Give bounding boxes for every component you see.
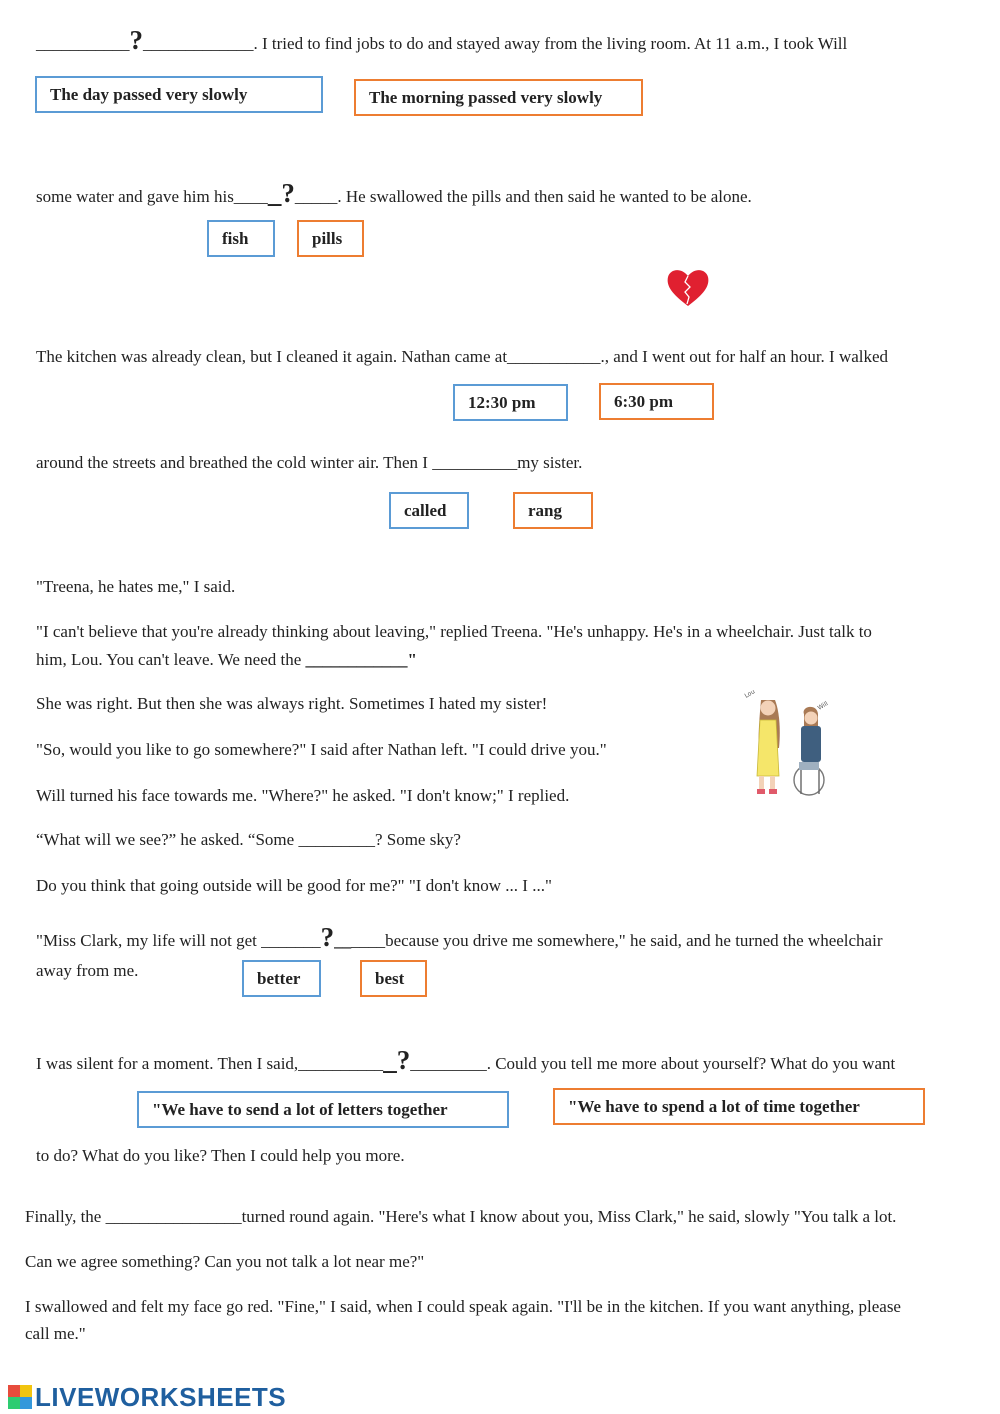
text-line: call me." [25,1324,86,1343]
text-line [36,27,972,57]
text-line: “What will we see?” he asked. “Some _________? Some sky? [36,830,461,849]
liveworksheets-logo-icon [8,1385,32,1409]
text-line [36,924,972,954]
text-line: to do? What do you like? Then I could help you more. [36,1146,405,1165]
text-line: away from me. [36,961,139,980]
blank: ____________" [305,650,417,669]
text-line: Do you think that going outside will be good for me?" "I don't know ... I ..." [36,876,552,895]
text-line: The kitchen was already clean, but I cleaned it again. Nathan came at___________., and I went out for half an hour. I walked [36,347,889,366]
option-q3-a[interactable]: 12:30 pm [453,384,568,421]
option-q2-b[interactable]: pills [297,220,364,257]
text-line: I swallowed and felt my face go red. "Fine," I said, when I could speak again. "I'll be in the kitchen. If you want anything, please [25,1297,901,1316]
option-q5-a[interactable]: better [242,960,321,997]
text-line [36,180,972,210]
sentence-text: him, Lou. You can't leave. We need the [36,650,306,669]
question-mark: _? [267,178,295,208]
option-q6-b[interactable]: "We have to spend a lot of time together [553,1088,925,1125]
label-will: Will [816,700,830,712]
blank: __ [334,931,352,950]
text-line: Can we agree something? Can you not talk a lot near me?" [25,1252,425,1271]
text-line: "Treena, he hates me," I said. [36,577,236,596]
option-q4-b[interactable]: rang [513,492,593,529]
brand-name: LIVEWORKSHEETS [35,1381,287,1412]
text-line [36,646,972,673]
sentence-text: . I tried to find jobs to do and stayed away from the living room. At 11 a.m., I took Will [253,34,848,53]
text-line: "I can't believe that you're already thinking about leaving," replied Treena. "He's unhappy. He's in a wheelchair. Just talk to [36,622,872,641]
sentence-text: some water and gave him his____ [36,187,268,206]
sentence-text: _____. He swallowed the pills and then said he wanted to be alone. [294,187,752,206]
sentence-text: "Miss Clark, my life will not get _______ [36,931,321,950]
sentence-text: _________. Could you tell me more about yourself? What do you want [410,1054,896,1073]
blank: ___________ [36,34,130,53]
sentence-text: ____because you drive me somewhere," he said, and he turned the wheelchair [351,931,883,950]
question-mark: ? [320,922,335,952]
option-q4-a[interactable]: called [389,492,469,529]
text-line: She was right. But then she was always right. Sometimes I hated my sister! [36,694,548,713]
text-line [36,1047,972,1077]
option-q3-b[interactable]: 6:30 pm [599,383,714,420]
text-line: Finally, the ________________turned round again. "Here's what I know about you, Miss Clark," he said, slowly "You talk a lot. [25,1207,897,1226]
option-q2-a[interactable]: fish [207,220,275,257]
text-line: "So, would you like to go somewhere?" I said after Nathan left. "I could drive you." [36,740,607,759]
label-lou: Lou [743,688,757,700]
broken-heart-icon [652,262,724,312]
text-line: Will turned his face towards me. "Where?" he asked. "I don't know;" I replied. [36,786,570,805]
question-mark: ? [129,25,143,55]
question-mark: _? [383,1045,411,1075]
blank: _____________ [143,34,254,53]
option-q1-b[interactable]: The morning passed very slowly [354,79,643,116]
option-q6-a[interactable]: "We have to send a lot of letters together [137,1091,509,1128]
option-q5-b[interactable]: best [360,960,427,997]
text-line: around the streets and breathed the cold winter air. Then I __________my sister. [36,453,583,472]
option-q1-a[interactable]: The day passed very slowly [35,76,323,113]
brand-footer [8,1380,286,1414]
sentence-text: I was silent for a moment. Then I said,__________ [36,1054,384,1073]
